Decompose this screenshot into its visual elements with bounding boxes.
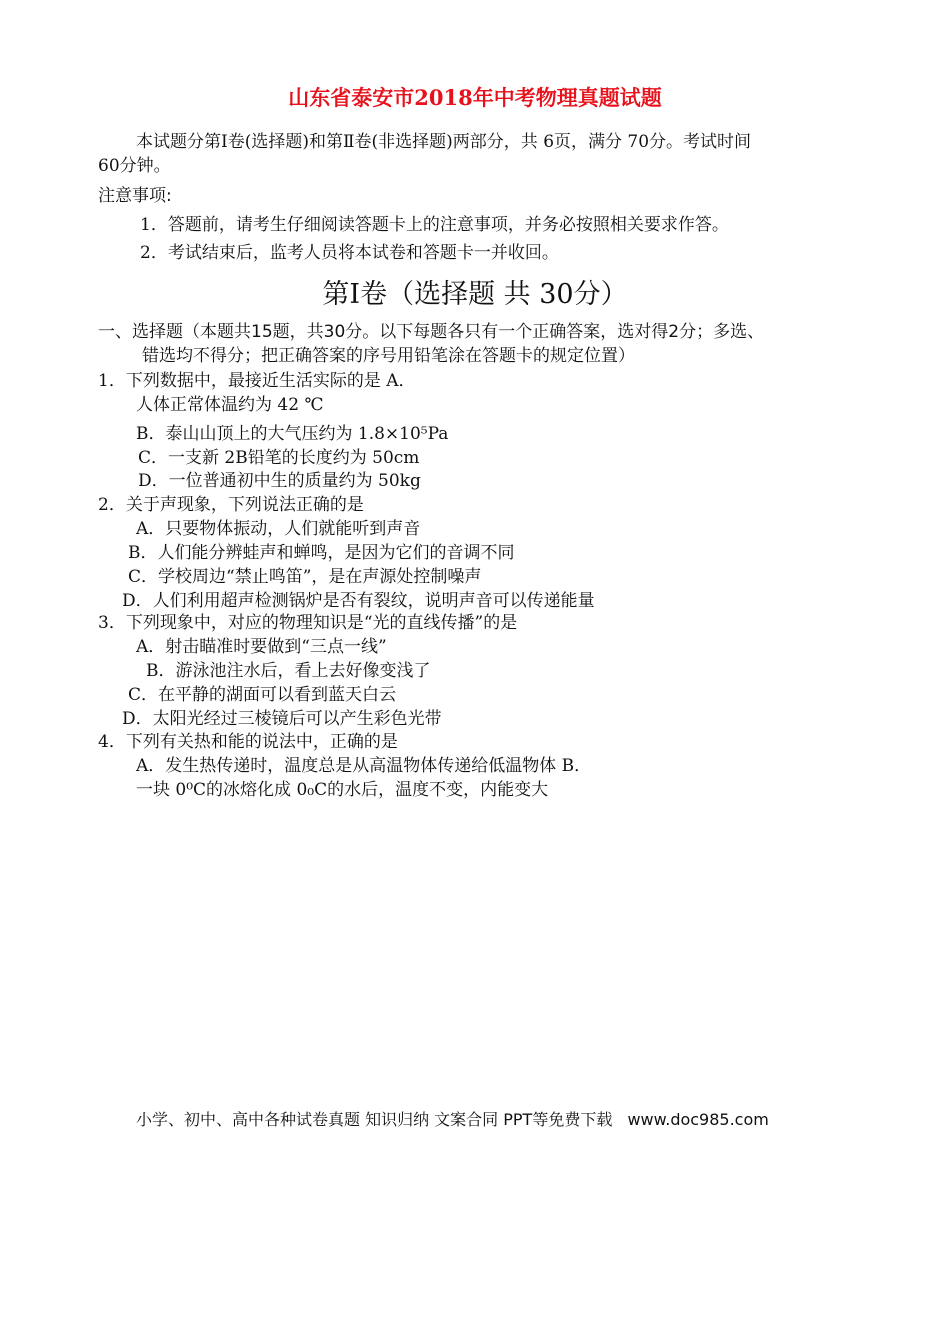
note-item-1: 1．答题前，请考生仔细阅读答题卡上的注意事项，并务必按照相关要求作答。 xyxy=(140,215,729,235)
intro-text-line-1: 本试题分第Ⅰ卷(选择题)和第Ⅱ卷(非选择题)两部分，共 6页，满分 70分。考试时间 xyxy=(136,132,752,152)
notes-heading: 注意事项: xyxy=(98,186,172,206)
question-1-option-b: B．泰山山顶上的大气压约为 1.8×10⁵Pa xyxy=(136,424,449,444)
question-2-stem: 2．关于声现象，下列说法正确的是 xyxy=(98,495,364,515)
question-3-option-c: C．在平静的湖面可以看到蓝天白云 xyxy=(128,685,397,705)
question-3-option-a: A．射击瞄准时要做到“三点一线” xyxy=(136,637,387,657)
question-1-option-d: D．一位普通初中生的质量约为 50kg xyxy=(138,471,421,491)
question-4-stem: 4．下列有关热和能的说法中，正确的是 xyxy=(98,732,398,752)
instructions-line-2: 错选均不得分；把正确答案的序号用铅笔涂在答题卡的规定位置） xyxy=(142,346,635,366)
question-1-line-1: 人体正常体温约为 42 ℃ xyxy=(136,395,324,415)
instructions-line-1: 一、选择题（本题共15题，共30分。以下每题各只有一个正确答案，选对得2分；多选、 xyxy=(98,322,765,342)
question-2-option-a: A．只要物体振动，人们就能听到声音 xyxy=(136,519,421,539)
question-3-stem: 3．下列现象中，对应的物理知识是“光的直线传播”的是 xyxy=(98,613,518,633)
note-item-2: 2．考试结束后，监考人员将本试卷和答题卡一并收回。 xyxy=(140,243,559,263)
question-2-option-b: B．人们能分辨蛙声和蝉鸣，是因为它们的音调不同 xyxy=(128,543,515,563)
question-2-option-d: D．人们利用超声检测锅炉是否有裂纹，说明声音可以传递能量 xyxy=(122,591,595,611)
question-4-line-1: A．发生热传递时，温度总是从高温物体传递给低温物体 B． xyxy=(136,756,592,776)
question-1-stem: 1．下列数据中，最接近生活实际的是 A． xyxy=(98,371,416,391)
question-3-option-b: B．游泳池注水后，看上去好像变浅了 xyxy=(146,661,431,681)
document-title: 山东省泰安市2018年中考物理真题试题 xyxy=(288,85,662,110)
footer-link[interactable]: www.doc985.com xyxy=(627,1110,769,1129)
section-title: 第Ⅰ卷（选择题 共 30分） xyxy=(322,279,628,310)
question-3-option-d: D．太阳光经过三棱镜后可以产生彩色光带 xyxy=(122,709,442,729)
question-1-option-c: C．一支新 2B铅笔的长度约为 50cm xyxy=(138,448,420,468)
question-2-option-c: C．学校周边“禁止鸣笛”，是在声源处控制噪声 xyxy=(128,567,482,587)
intro-text-line-2: 60分钟。 xyxy=(98,156,171,176)
question-4-line-2: 一块 0⁰C的冰熔化成 0₀C的水后，温度不变，内能变大 xyxy=(136,780,549,800)
footer xyxy=(136,1107,769,1130)
footer-text: 小学、初中、高中各种试卷真题 知识归纳 文案合同 PPT等免费下载 xyxy=(136,1110,613,1129)
